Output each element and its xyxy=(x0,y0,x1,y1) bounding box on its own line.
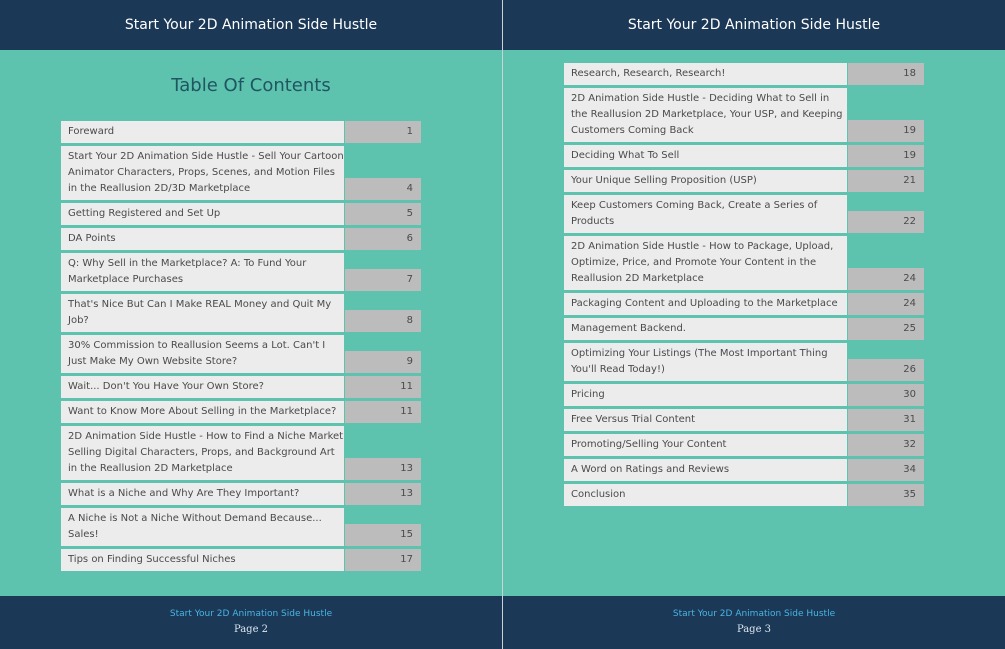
toc-entry-page: 19 xyxy=(848,145,924,167)
toc-entry-title[interactable]: Keep Customers Coming Back, Create a Series of Products xyxy=(564,195,847,233)
toc-entry-page: 25 xyxy=(848,318,924,340)
toc-entry-page: 11 xyxy=(345,376,421,398)
toc-row[interactable] xyxy=(564,293,936,315)
toc-entry-title[interactable]: Management Backend. xyxy=(564,318,847,340)
toc-entry-page: 9 xyxy=(345,351,421,373)
toc-entry-title[interactable]: Packaging Content and Uploading to the Marketplace xyxy=(564,293,847,315)
toc-entry-page: 17 xyxy=(345,549,421,571)
toc-entry-title[interactable]: Optimizing Your Listings (The Most Important Thing You'll Read Today!) xyxy=(564,343,847,381)
toc-row[interactable] xyxy=(61,376,433,398)
toc-row[interactable] xyxy=(564,195,936,233)
toc-row[interactable] xyxy=(61,549,433,571)
toc-entry-page: 13 xyxy=(345,483,421,505)
toc-entry-title[interactable]: Q: Why Sell in the Marketplace? A: To Fund Your Marketplace Purchases xyxy=(61,253,344,291)
toc-entry-title[interactable]: Wait... Don't You Have Your Own Store? xyxy=(61,376,344,398)
toc-entry-page: 8 xyxy=(345,310,421,332)
toc-row[interactable] xyxy=(61,401,433,423)
toc-row[interactable] xyxy=(61,483,433,505)
toc-entry-page: 32 xyxy=(848,434,924,456)
toc-row[interactable] xyxy=(564,145,936,167)
toc-entry-page: 22 xyxy=(848,211,924,233)
toc-entry-page: 31 xyxy=(848,409,924,431)
toc-row[interactable] xyxy=(61,294,433,332)
toc-entry-page: 1 xyxy=(345,121,421,143)
left-page xyxy=(0,0,502,649)
toc-row[interactable] xyxy=(564,384,936,406)
toc-entry-title[interactable]: A Word on Ratings and Reviews xyxy=(564,459,847,481)
toc-row[interactable] xyxy=(564,88,936,142)
toc-entry-page: 18 xyxy=(848,63,924,85)
toc-entry-page: 24 xyxy=(848,293,924,315)
toc-row[interactable] xyxy=(61,335,433,373)
toc-entry-title[interactable]: What is a Niche and Why Are They Important? xyxy=(61,483,344,505)
page-header: Start Your 2D Animation Side Hustle xyxy=(0,0,502,50)
toc-entry-title[interactable]: 2D Animation Side Hustle - How to Package, Upload, Optimize, Price, and Promote Your Content in the Reallusion 2D Marketplace xyxy=(564,236,847,290)
toc-row[interactable] xyxy=(61,146,433,200)
toc-entry-page: 4 xyxy=(345,178,421,200)
toc-entry-title[interactable]: 30% Commission to Reallusion Seems a Lot. Can't I Just Make My Own Website Store? xyxy=(61,335,344,373)
toc-row[interactable] xyxy=(61,121,433,143)
toc-entry-title[interactable]: Free Versus Trial Content xyxy=(564,409,847,431)
toc-entry-page: 13 xyxy=(345,458,421,480)
toc-entry-title[interactable]: Start Your 2D Animation Side Hustle - Sell Your Cartoon Animator Characters, Props, Scenes, and Motion Files in the Reallusion 2D/3D Marketplace xyxy=(61,146,344,200)
footer-page-number: Page 2 xyxy=(233,624,269,635)
toc-list xyxy=(61,121,433,574)
toc-entry-title[interactable]: Pricing xyxy=(564,384,847,406)
toc-entry-page: 26 xyxy=(848,359,924,381)
page-footer xyxy=(503,596,1005,649)
toc-entry-title[interactable]: Foreward xyxy=(61,121,344,143)
toc-entry-title[interactable]: DA Points xyxy=(61,228,344,250)
toc-entry-page: 11 xyxy=(345,401,421,423)
toc-entry-page: 30 xyxy=(848,384,924,406)
toc-row[interactable] xyxy=(61,508,433,546)
footer-title-link[interactable]: Start Your 2D Animation Side Hustle xyxy=(672,609,836,619)
toc-entry-title[interactable]: Want to Know More About Selling in the Marketplace? xyxy=(61,401,344,423)
toc-entry-page: 34 xyxy=(848,459,924,481)
toc-entry-title[interactable]: Research, Research, Research! xyxy=(564,63,847,85)
toc-entry-title[interactable]: Tips on Finding Successful Niches xyxy=(61,549,344,571)
toc-row[interactable] xyxy=(564,170,936,192)
toc-entry-page: 7 xyxy=(345,269,421,291)
toc-row[interactable] xyxy=(564,343,936,381)
toc-entry-page: 15 xyxy=(345,524,421,546)
toc-row[interactable] xyxy=(564,63,936,85)
toc-row[interactable] xyxy=(564,318,936,340)
footer-title-link[interactable]: Start Your 2D Animation Side Hustle xyxy=(169,609,333,619)
page-header: Start Your 2D Animation Side Hustle xyxy=(503,0,1005,50)
toc-row[interactable] xyxy=(61,426,433,480)
toc-row[interactable] xyxy=(564,434,936,456)
toc-row[interactable] xyxy=(564,459,936,481)
toc-entry-title[interactable]: Deciding What To Sell xyxy=(564,145,847,167)
toc-row[interactable] xyxy=(564,484,936,506)
right-page xyxy=(503,0,1005,649)
toc-entry-title[interactable]: That's Nice But Can I Make REAL Money and Quit My Job? xyxy=(61,294,344,332)
toc-entry-title[interactable]: Your Unique Selling Proposition (USP) xyxy=(564,170,847,192)
toc-row[interactable] xyxy=(61,228,433,250)
toc-entry-page: 21 xyxy=(848,170,924,192)
toc-row[interactable] xyxy=(61,253,433,291)
toc-entry-title[interactable]: 2D Animation Side Hustle - Deciding What to Sell in the Reallusion 2D Marketplace, Your USP, and Keeping Customers Coming Back xyxy=(564,88,847,142)
toc-entry-title[interactable]: Conclusion xyxy=(564,484,847,506)
toc-list xyxy=(564,63,936,509)
toc-entry-page: 5 xyxy=(345,203,421,225)
toc-entry-title[interactable]: A Niche is Not a Niche Without Demand Because... Sales! xyxy=(61,508,344,546)
toc-title: Table Of Contents xyxy=(171,75,331,96)
toc-entry-title[interactable]: Getting Registered and Set Up xyxy=(61,203,344,225)
toc-row[interactable] xyxy=(564,409,936,431)
toc-entry-title[interactable]: 2D Animation Side Hustle - How to Find a Niche Market Selling Digital Characters, Props, and Background Art in the Reallusion 2D Marketplace xyxy=(61,426,344,480)
toc-entry-page: 35 xyxy=(848,484,924,506)
toc-row[interactable] xyxy=(61,203,433,225)
page-footer xyxy=(0,596,502,649)
toc-entry-page: 6 xyxy=(345,228,421,250)
toc-row[interactable] xyxy=(564,236,936,290)
toc-entry-page: 19 xyxy=(848,120,924,142)
footer-page-number: Page 3 xyxy=(736,624,772,635)
toc-entry-title[interactable]: Promoting/Selling Your Content xyxy=(564,434,847,456)
toc-entry-page: 24 xyxy=(848,268,924,290)
